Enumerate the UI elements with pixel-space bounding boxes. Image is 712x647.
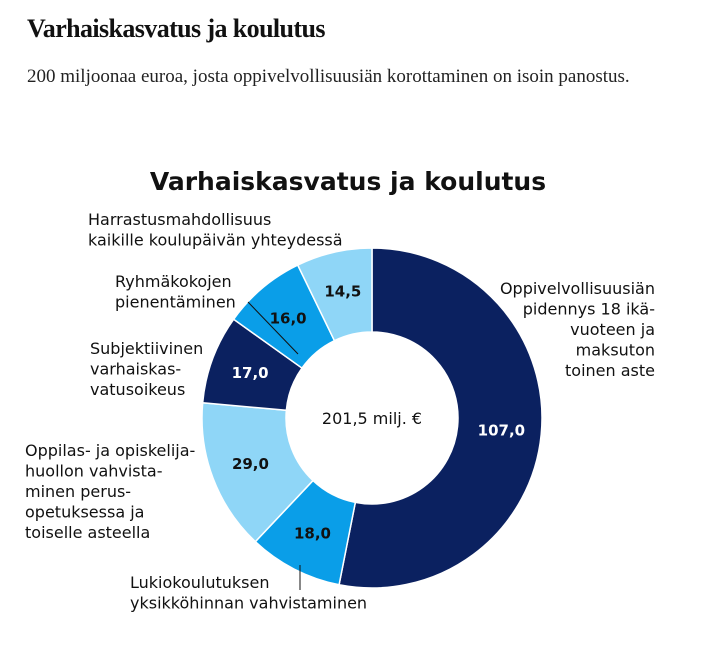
value-label-ryhmakokojen: 16,0 bbox=[269, 309, 307, 328]
value-label-oppivelvollisuusian: 107,0 bbox=[477, 421, 526, 440]
value-label-oppilas-ja-opiskelija: 29,0 bbox=[231, 455, 269, 474]
value-label-subjektiivinen: 17,0 bbox=[231, 363, 269, 382]
category-label-oppilas-ja-opiskelija: Oppilas- ja opiskelija-huollon vahvista-minen perus-opetuksessa ja toiselle asteella bbox=[25, 441, 196, 542]
category-label-subjektiivinen: Subjektiivinen varhaiskas-vatusoikeus bbox=[90, 339, 204, 399]
total-label: 201,5 milj. € bbox=[321, 409, 423, 428]
article-headline: Varhaiskasvatus ja koulutus bbox=[27, 14, 325, 43]
category-label-lukiokoulutuksen: Lukiokoulutuksen yksikköhinnan vahvistaminen bbox=[130, 573, 368, 613]
article-lede: 200 miljoonaa euroa, josta oppivelvollisuusiän korottaminen on isoin panostus. bbox=[27, 66, 630, 87]
value-label-harrastusmahdollisuus: 14,5 bbox=[324, 282, 362, 301]
value-label-lukiokoulutuksen: 18,0 bbox=[293, 524, 331, 543]
chart-title: Varhaiskasvatus ja koulutus bbox=[149, 167, 547, 196]
category-label-harrastusmahdollisuus: Harrastusmahdollisuus kaikille koulupäivän yhteydessä bbox=[88, 210, 343, 250]
category-label-oppivelvollisuusian: Oppivelvollisuusiän pidennys 18 ikä-vuoteen ja maksuton toinen aste bbox=[499, 279, 655, 380]
category-label-ryhmakokojen: Ryhmäkokojen pienentäminen bbox=[115, 272, 236, 312]
